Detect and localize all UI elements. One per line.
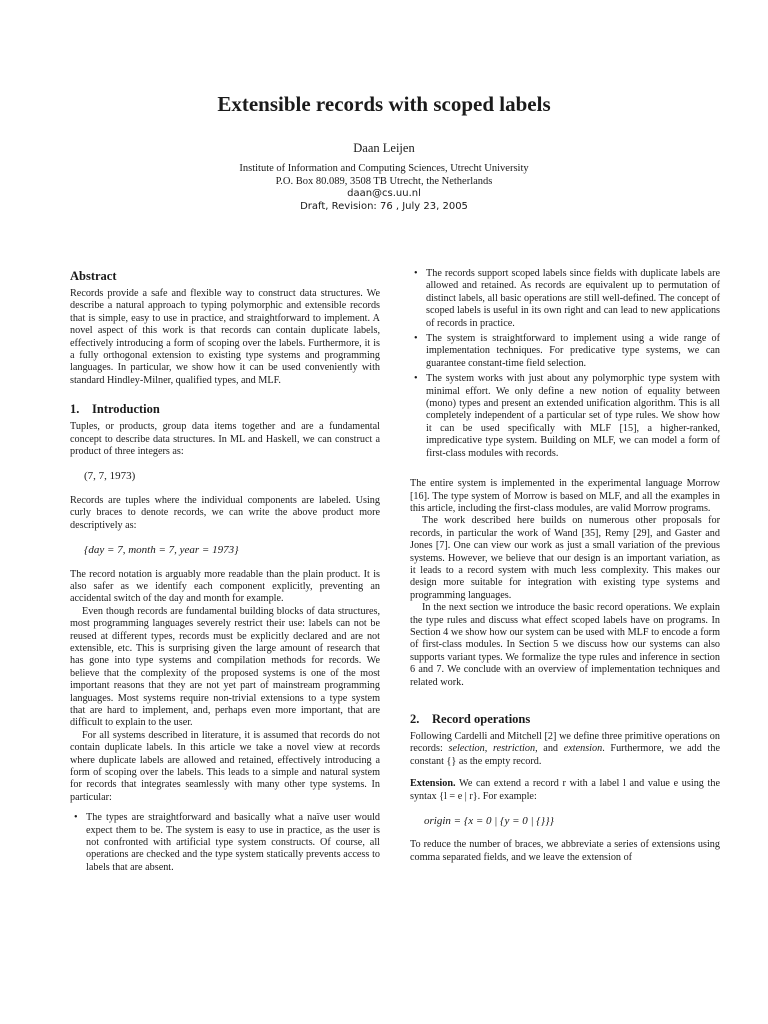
affiliation-block [0,163,768,213]
affiliation-line-1: Institute of Information and Computing Sciences, Utrecht University [239,163,529,174]
feature-list-right [410,268,720,460]
intro-paragraph-5: For all systems described in literature, it is assumed that records do not contain duplicate labels. In this article we take a novel view at records where duplicate labels are allowed and retained, effectively introducing a form of scoping over the labels. This leads to a simple and natural system for records that integrates seamlessly with many other type systems. In particular: [70,729,380,803]
right-column [410,268,720,864]
abstract-text: Records provide a safe and flexible way to construct data structures. We describe a natural approach to typing polymorphic and extensible records that is simple, easy to use in practice, and straightforward to implement. A novel aspect of this work is that records can contain duplicate labels, effectively introducing a form of scoping over the labels. Furthermore, it is a fully orthogonal extension to existing type systems and programming languages. In particular, we show how it can be used conveniently with standard Hindley-Milner, qualified types, and MLF. [70,288,380,386]
draft-revision: Draft, Revision: 76 , July 23, 2005 [300,200,468,212]
section-heading-introduction [70,401,380,417]
record-ops-paragraph: Following Cardelli and Mitchell [2] we define three primitive operations on records: selection, restriction, and extension. Furthermore, we add the constant {} as the empty record. [410,731,721,767]
intro-paragraph-2: Records are tuples where the individual components are labeled. Using curly braces to denote records, we can write the above product more descriptively as: [70,494,380,531]
extension-paragraph: Extension. We can extend a record r with a label l and value e using the syntax {l = e | r}. For example: [410,778,720,802]
list-item: • The system works with just about any polymorphic type system with minimal effort. We only define a new notion of equality between (mono) types and present an extended unification algorithm. This is all completely independent of a particular set of type rules. We show how it can be used specifically with MLF [15], a higher-ranked, impredicative type system. Building on MLF, we can model a form of first-class modules with records. [414,373,720,459]
author-email: daan@cs.uu.nl [347,188,421,199]
bullet-icon: • [414,333,418,345]
bullet-icon: • [414,373,418,385]
feature-list-left [70,812,380,874]
abstract-heading: Abstract [70,269,117,283]
section-title: Record operations [432,712,531,726]
affiliation-line-2: P.O. Box 80.089, 3508 TB Utrecht, the Netherlands [275,175,493,187]
paper-title: Extensible records with scoped labels [217,92,551,116]
left-column [70,268,380,877]
intro-paragraph-3: The record notation is arguably more readable than the plain product. It is also safer as we identify each component explicitly, preventing an accidental switch of the day and month for example. [70,568,380,605]
section-title: Introduction [92,402,160,417]
abbreviation-paragraph: To reduce the number of braces, we abbreviate a series of extensions using comma separated fields, and we leave the extension of [410,839,720,863]
section-number: 2. [410,712,420,726]
bullet-icon: • [74,812,78,824]
intro-paragraph-1: Tuples, or products, group data items together and are a fundamental concept to describe data structures. In ML and Haskell, we can construct a product of three integers as: [70,421,380,458]
body-paragraph-related: The work described here builds on numerous other proposals for records, in particular the work of Wand [35], Remy [29], and Gaster and Jones [7]. One can view our work as just a small variation of the previous systems. However, we believe that our design is an important variation, as it leads to a record system with much less complexity. This makes our design more suitable for integration with existing type systems and programming languages. [410,515,720,601]
section-heading-record-operations [410,711,720,727]
list-item: • The records support scoped labels since fields with duplicate labels are allowed and retained. As records are equivalent up to permutation of distinct labels, all basic operations are still well-defined. The concept of scoped labels is useful in its own right and can lead to new applications of records in practice. [414,268,720,329]
body-paragraph-outline: In the next section we introduce the basic record operations. We explain the type rules and discuss what effect scoped labels have on programs. In Section 4 we show how our system can be used with MLF to encode a form of first-class modules. In Section 5 we discuss how our systems can also supports variant types. We formalize the type rules and inference in section 6 and 7. We conclude with an overview of implementation techniques and related work. [410,602,720,688]
list-item: • The system is straightforward to implement using a wide range of implementation techniques. For predicative type systems, we can guarantee constant-time field selection. [414,333,720,369]
bullet-icon: • [414,268,418,279]
math-record: {day = 7, month = 7, year = 1973} [84,544,239,557]
math-tuple: (7, 7, 1973) [84,470,136,483]
author-name: Daan Leijen [353,141,415,155]
intro-paragraph-4: Even though records are fundamental building blocks of data structures, most programming languages severely restrict their use: labels can not be reused at different types, records must be explicitly declared and are not extensible, etc. This is surprising given the large amount of research that has gone into type systems and compilation methods for records. We believe that the complexity of the proposed systems is one of the most important reasons that they are not yet part of mainstream programming languages. Most systems require non-trivial extensions to a type system that are hard to implement, and, perhaps even more important, that are difficult to explain to the user. [70,605,380,729]
body-paragraph-morrow: The entire system is implemented in the experimental language Morrow [16]. The type system of Morrow is based on MLF, and all the examples in this article, including the first-class modules, are valid Morrow programs. [410,478,720,514]
section-number: 1. [70,402,80,417]
math-origin: origin = {x = 0 | {y = 0 | {}}} [424,815,554,828]
list-item: • The types are straightforward and basically what a naïve user would expect them to be. The system is easy to use in practice, as the user is not confronted with artificial type system constructs. Of course, all operations are checked and the type system statically prevents access to labels that are absent. [74,812,380,873]
